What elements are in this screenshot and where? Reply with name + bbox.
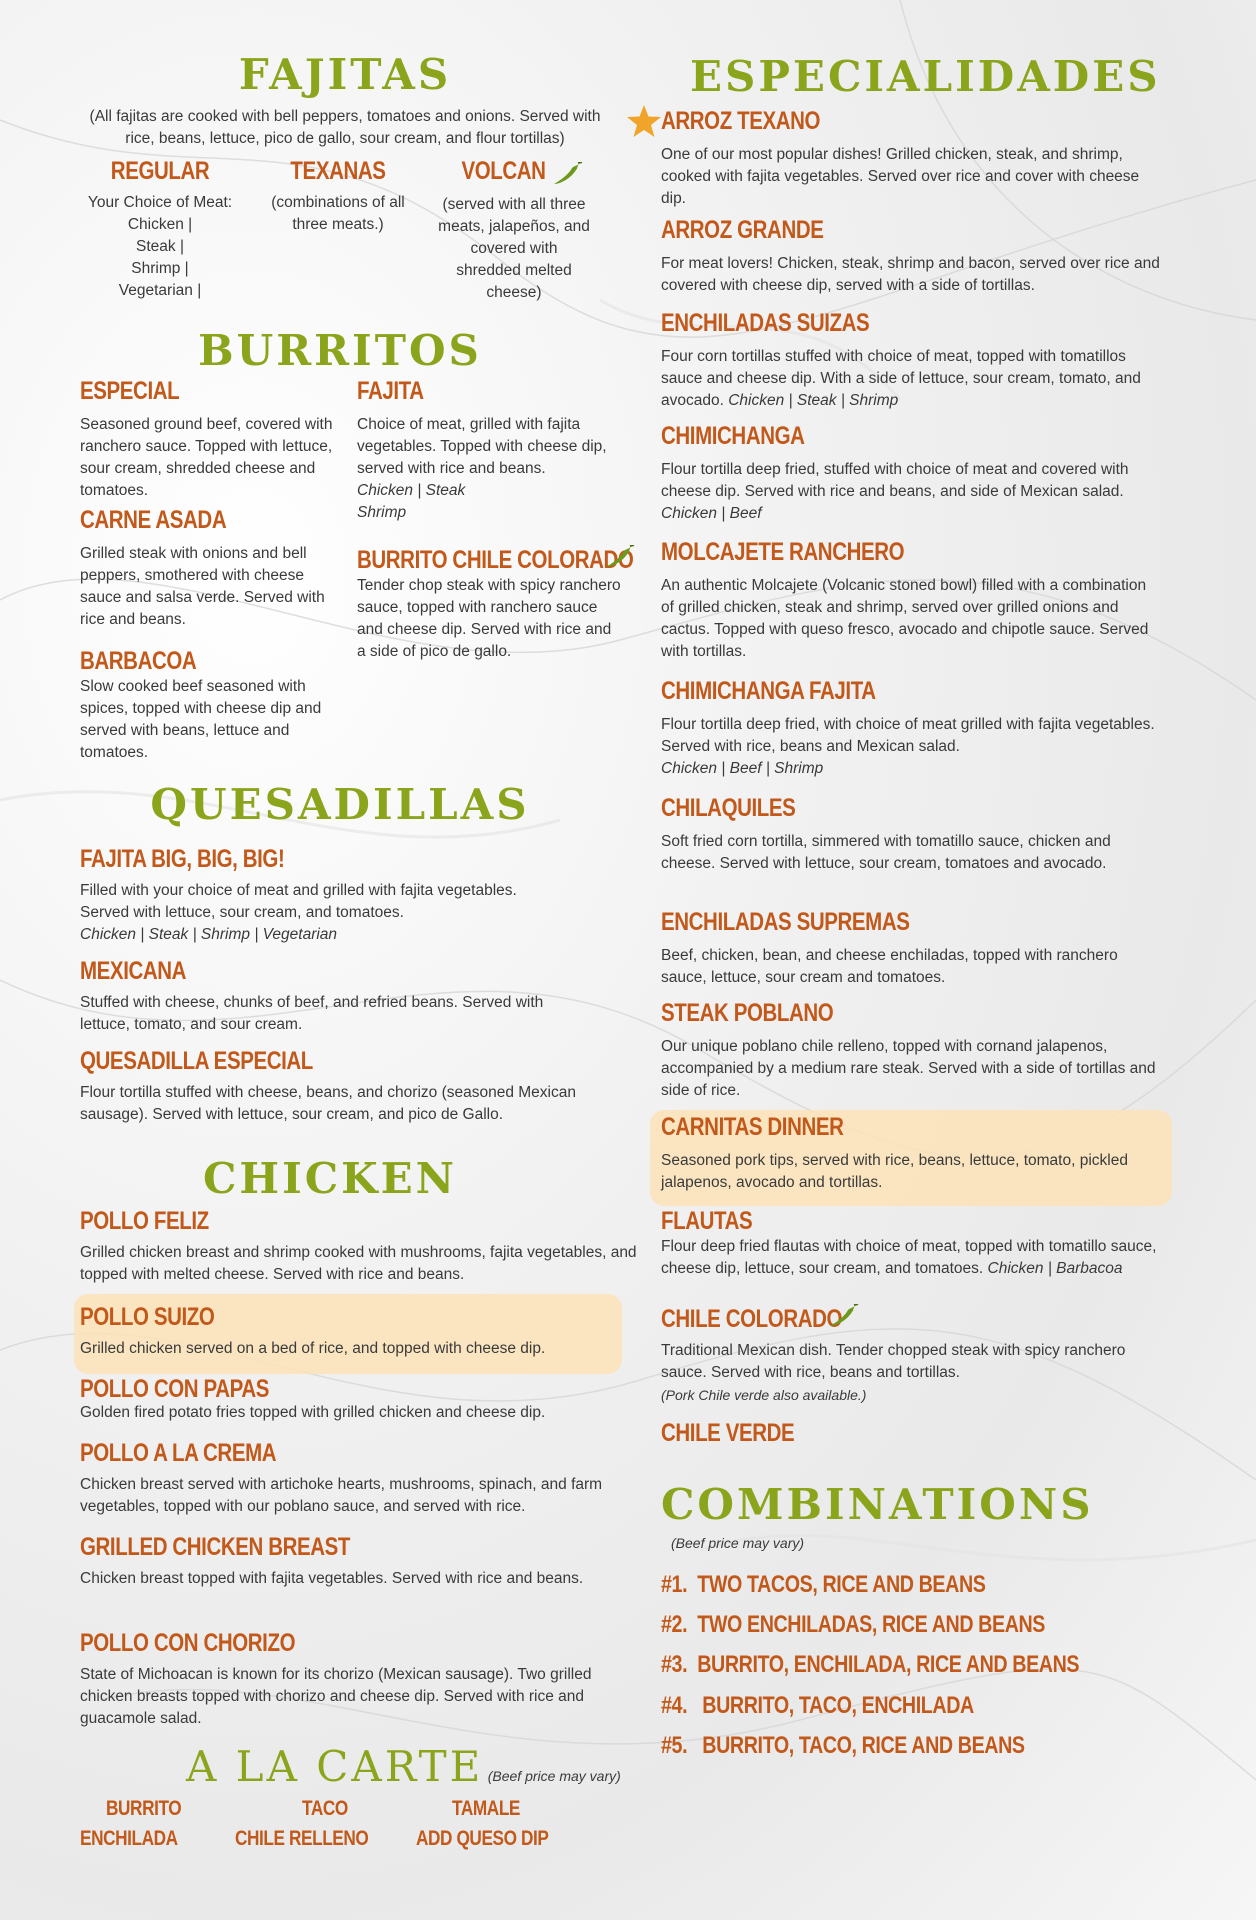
- desc-line: Shrimp |: [131, 260, 189, 278]
- esp-carnitas-dinner: [661, 1114, 1161, 1194]
- esp-chile-verde: [661, 1420, 1161, 1446]
- fajita-texanas: [258, 158, 418, 236]
- item-desc: Chicken breast served with artichoke hearts, mushrooms, spinach, and farm vegetables, topped with our poblano sauce, and served with rice.: [80, 1476, 603, 1516]
- section-title-fajitas: FAJITAS: [238, 50, 452, 99]
- item-desc: Golden fired potato fries topped with grilled chicken and cheese dip.: [80, 1404, 546, 1422]
- section-title-chicken: CHICKEN: [202, 1154, 458, 1203]
- esp-flautas: [661, 1208, 1161, 1280]
- item-desc: Four corn tortillas stuffed with choice of meat, topped with tomatillos sauce and cheese dip. With a side of lettuce, sour cream, tomato, and avocado.: [661, 348, 1141, 410]
- esp-enchiladas-supremas: [661, 909, 1161, 989]
- item-name: GRILLED CHICKEN BREAST: [80, 1533, 351, 1561]
- chicken-pollo-suizo: [80, 1304, 620, 1360]
- burrito-especial: [80, 378, 345, 502]
- item-desc: Grilled chicken breast and shrimp cooked with mushrooms, fajita vegetables, and topped with melted cheese. Served with rice and beans.: [80, 1244, 637, 1284]
- item-desc: Grilled steak with onions and bell peppers, smothered with cheese sauce and salsa verde. Served with rice and beans.: [80, 545, 325, 629]
- section-title-burritos: BURRITOS: [198, 326, 482, 375]
- combination-item: #1. TWO TACOS, RICE AND BEANS: [661, 1571, 986, 1598]
- fajita-volcan: [430, 158, 598, 304]
- item-desc: Flour tortilla stuffed with cheese, beans, and chorizo (seasoned Mexican sausage). Served with lettuce, sour cream, and pico de Gallo.: [80, 1084, 576, 1124]
- item-variants: Shrimp: [357, 504, 407, 522]
- item-name: MOLCAJETE RANCHERO: [661, 538, 905, 566]
- fajitas-section: [80, 50, 610, 150]
- item-desc: State of Michoacan is known for its chorizo (Mexican sausage). Two grilled chicken breasts topped with chorizo and cheese dip. Served with rice and guacamole salad.: [80, 1666, 592, 1728]
- esp-arroz-texano: [661, 108, 1161, 210]
- esp-arroz-grande: [661, 217, 1161, 297]
- alacarte-item: BURRITO: [106, 1797, 182, 1820]
- item-name: ARROZ GRANDE: [661, 216, 824, 244]
- quesadilla-mexicana: [80, 958, 600, 1036]
- section-title-alacarte: A LA CARTE: [186, 1742, 484, 1791]
- item-variants: Chicken | Beef: [661, 505, 762, 523]
- item-name: POLLO SUIZO: [80, 1303, 215, 1331]
- alacarte-item: CHILE RELLENO: [235, 1827, 369, 1850]
- item-name: TEXANAS: [290, 157, 386, 185]
- item-desc: Seasoned pork tips, served with rice, beans, lettuce, tomato, pickled jalapenos, avocado and tortillas.: [661, 1152, 1128, 1192]
- item-name: ENCHILADAS SUIZAS: [661, 309, 870, 337]
- item-name: FLAUTAS: [661, 1207, 753, 1235]
- section-title-combinations: COMBINATIONS: [661, 1480, 1094, 1529]
- item-desc: Seasoned ground beef, covered with ranchero sauce. Topped with lettuce, sour cream, shredded cheese and tomatoes.: [80, 416, 333, 500]
- chili-pepper-icon: [551, 162, 585, 188]
- item-note: (Pork Chile verde also available.): [661, 1387, 867, 1403]
- combination-item: #2. TWO ENCHILADAS, RICE AND BEANS: [661, 1611, 1046, 1639]
- chicken-pollo-feliz: [80, 1208, 650, 1286]
- chicken-pollo-con-papas: [80, 1376, 650, 1424]
- item-name: POLLO CON CHORIZO: [80, 1629, 296, 1657]
- item-name: CARNE ASADA: [80, 506, 227, 534]
- fajita-regular: [80, 158, 240, 302]
- item-desc: Flour deep fried flautas with choice of meat, topped with tomatillo sauce, cheese dip, lettuce, sour cream, and tomatoes.: [661, 1238, 1157, 1278]
- section-title-especialidades: ESPECIALIDADES: [690, 52, 1161, 101]
- desc-line: shredded melted: [456, 261, 572, 279]
- item-variants: Chicken | Beef | Shrimp: [661, 760, 824, 778]
- star-icon: [626, 104, 662, 138]
- burrito-barbacoa: [80, 648, 345, 764]
- item-desc: Grilled chicken served on a bed of rice, and topped with cheese dip.: [80, 1340, 546, 1358]
- item-desc: Flour tortilla deep fried, stuffed with choice of meat and covered with cheese dip. Served with rice and beans, and side of Mexican salad.: [661, 461, 1129, 501]
- item-name: CHILAQUILES: [661, 794, 796, 822]
- desc-line: (combinations of all: [271, 194, 405, 212]
- item-desc: Tender chop steak with spicy ranchero sauce, topped with ranchero sauce and cheese dip. Served with rice and a side of pico de gallo.: [357, 577, 621, 660]
- desc-line: Vegetarian |: [118, 282, 202, 300]
- item-name: CARNITAS DINNER: [661, 1113, 844, 1141]
- item-name: ENCHILADAS SUPREMAS: [661, 908, 910, 936]
- item-name: VOLCAN: [461, 157, 547, 185]
- item-desc: Traditional Mexican dish. Tender chopped steak with spicy ranchero sauce. Served with rice, beans and tortillas.: [661, 1342, 1126, 1381]
- item-name: BURRITO CHILE COLORADO: [357, 546, 634, 574]
- alacarte-item: ADD QUESO DIP: [416, 1827, 549, 1850]
- desc-line: Chicken |: [127, 216, 193, 234]
- item-name: CHIMICHANGA FAJITA: [661, 677, 876, 705]
- alacarte-note: (Beef price may vary): [487, 1768, 621, 1784]
- item-desc: Slow cooked beef seasoned with spices, topped with cheese dip and served with beans, lettuce and tomatoes.: [80, 678, 322, 762]
- combination-item: #5. BURRITO, TACO, RICE AND BEANS: [661, 1731, 1025, 1759]
- quesadilla-fajita-big: [80, 846, 600, 946]
- section-title-quesadillas: QUESADILLAS: [150, 780, 530, 829]
- chili-pepper-icon: [827, 1304, 861, 1330]
- combination-item: #3. BURRITO, ENCHILADA, RICE AND BEANS: [661, 1651, 1080, 1679]
- chicken-pollo-a-la-crema: [80, 1440, 650, 1518]
- burrito-carne-asada: [80, 507, 345, 631]
- item-variants: Chicken | Steak | Shrimp | Vegetarian: [80, 926, 338, 944]
- fajitas-intro: (All fajitas are cooked with bell peppers, tomatoes and onions. Served with rice, beans, lettuce, pico de gallo, sour cream, and flour tortillas): [89, 108, 601, 147]
- esp-steak-poblano: [661, 1000, 1161, 1102]
- desc-line: (served with all three: [442, 195, 586, 213]
- item-name: STEAK POBLANO: [661, 999, 834, 1027]
- item-desc: Chicken breast topped with fajita vegetables. Served with rice and beans.: [80, 1570, 584, 1588]
- desc-line: Your Choice of Meat:: [87, 194, 233, 212]
- item-name: POLLO CON PAPAS: [80, 1375, 269, 1403]
- esp-chimichanga: [661, 423, 1161, 525]
- item-variants: Chicken | Steak | Shrimp: [728, 392, 899, 410]
- chili-pepper-icon: [603, 545, 637, 571]
- item-name: ESPECIAL: [80, 377, 180, 405]
- item-desc: Stuffed with cheese, chunks of beef, and refried beans. Served with lettuce, tomato, and sour cream.: [80, 994, 544, 1034]
- chicken-grilled-breast: [80, 1534, 650, 1590]
- combinations-section: [661, 1480, 1161, 1759]
- item-name: FAJITA: [357, 377, 424, 405]
- item-desc: An authentic Molcajete (Volcanic stoned bowl) filled with a combination of grilled chicken, steak and shrimp, served over grilled onions and cactus. Topped with queso fresco, avocado and chipotle sauce. Served with tortillas.: [661, 577, 1149, 661]
- desc-line: three meats.): [292, 216, 384, 234]
- esp-molcajete-ranchero: [661, 539, 1161, 663]
- item-desc: Choice of meat, grilled with fajita vegetables. Topped with cheese dip, served with rice and beans.: [357, 416, 607, 478]
- alacarte-item: TACO: [302, 1797, 348, 1820]
- item-desc: Filled with your choice of meat and grilled with fajita vegetables. Served with lettuce, sour cream, and tomatoes.: [80, 882, 517, 922]
- item-variants: Chicken | Barbacoa: [987, 1260, 1123, 1278]
- item-desc: One of our most popular dishes! Grilled chicken, steak, and shrimp, cooked with fajita vegetables. Served over rice and cover with cheese dip.: [661, 146, 1140, 208]
- item-variants: Chicken | Steak: [357, 482, 466, 500]
- alacarte-item: ENCHILADA: [80, 1827, 178, 1850]
- item-name: CHILE VERDE: [661, 1419, 795, 1447]
- burrito-fajita: [357, 378, 622, 524]
- esp-chile-colorado: [661, 1304, 1161, 1406]
- desc-line: meats, jalapeños, and: [438, 217, 590, 235]
- item-desc: Soft fried corn tortilla, simmered with tomatillo sauce, chicken and cheese. Served with lettuce, sour cream, tomatoes and avocado.: [661, 833, 1111, 873]
- item-desc: Flour tortilla deep fried, with choice of meat grilled with fajita vegetables. Served with rice, beans and Mexican salad.: [661, 716, 1155, 756]
- item-name: CHIMICHANGA: [661, 422, 805, 450]
- item-name: MEXICANA: [80, 957, 187, 985]
- esp-chimichanga-fajita: [661, 678, 1161, 780]
- esp-chilaquiles: [661, 795, 1161, 875]
- item-desc: Beef, chicken, bean, and cheese enchiladas, topped with ranchero sauce, lettuce, sour cream and tomatoes.: [661, 947, 1118, 987]
- desc-line: covered with: [470, 239, 558, 257]
- item-name: REGULAR: [110, 157, 210, 185]
- item-desc: Our unique poblano chile relleno, topped with cornand jalapenos, accompanied by a medium rare steak. Served with a side of tortillas and side of rice.: [661, 1038, 1156, 1100]
- item-name: BARBACOA: [80, 647, 197, 675]
- quesadilla-especial: [80, 1048, 610, 1126]
- alacarte-header: [186, 1742, 656, 1791]
- combinations-note: (Beef price may vary): [671, 1535, 805, 1551]
- combination-item: #4. BURRITO, TACO, ENCHILADA: [661, 1691, 974, 1719]
- desc-line: Steak |: [136, 238, 184, 256]
- item-name: CHILE COLORADO: [661, 1305, 843, 1333]
- item-name: FAJITA BIG, BIG, BIG!: [80, 845, 285, 873]
- burrito-chile-colorado: [357, 545, 632, 663]
- alacarte-item: TAMALE: [452, 1797, 521, 1820]
- item-name: QUESADILLA ESPECIAL: [80, 1047, 313, 1075]
- item-name: ARROZ TEXANO: [661, 107, 821, 135]
- item-name: POLLO FELIZ: [80, 1207, 209, 1235]
- desc-line: cheese): [486, 283, 542, 301]
- chicken-pollo-con-chorizo: [80, 1630, 640, 1730]
- item-name: POLLO A LA CREMA: [80, 1439, 277, 1467]
- esp-enchiladas-suizas: [661, 310, 1161, 412]
- item-desc: For meat lovers! Chicken, steak, shrimp and bacon, served over rice and covered with cheese dip, served with a side of tortillas.: [661, 255, 1160, 295]
